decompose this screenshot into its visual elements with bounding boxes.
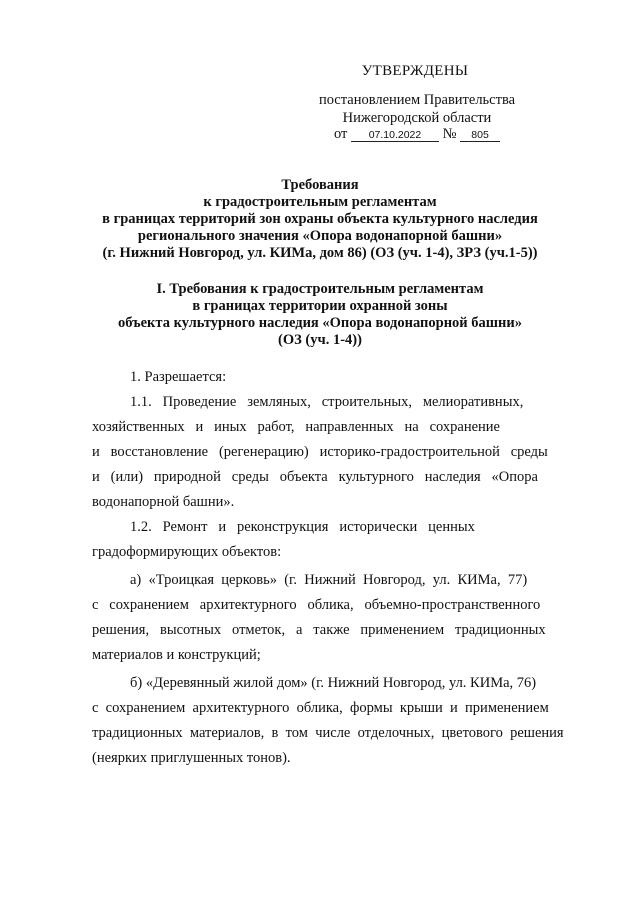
approval-date: 07.10.2022: [351, 129, 439, 142]
paragraph-1: 1. Разрешается:: [130, 369, 227, 385]
paragraph-1-1-line-3: и восстановление (регенерацию) историко-градостроительной среды: [92, 444, 548, 460]
section-heading-line-2: в границах территории охранной зоны: [192, 298, 448, 314]
section-heading-line-4: (ОЗ (уч. 1-4)): [278, 332, 362, 348]
approval-line-2: Нижегородской области: [342, 110, 492, 126]
item-b-line-2: с сохранением архитектурного облика, формы крыши и применением: [92, 700, 549, 716]
from-label: от: [333, 126, 348, 142]
heading-line-1: Требования: [281, 177, 359, 193]
item-a-line-3: решения, высотных отметок, а также применением традиционных: [92, 622, 546, 638]
heading-line-5: (г. Нижний Новгород, ул. КИМа, дом 86) (ОЗ (уч. 1-4), ЗРЗ (уч.1-5)): [102, 245, 538, 261]
item-b-line-4: (неярких приглушенных тонов).: [92, 750, 291, 766]
approval-date-number: [302, 125, 532, 143]
item-b-line-3: традиционных материалов, в том числе отделочных, цветового решения: [92, 725, 564, 741]
approval-number: 805: [460, 129, 500, 142]
heading-line-2: к градостроительным регламентам: [203, 194, 437, 210]
heading-line-3: в границах территорий зон охраны объекта культурного наследия: [102, 211, 538, 227]
section-heading-line-1: I. Требования к градостроительным регламентам: [156, 281, 484, 297]
section-heading-line-3: объекта культурного наследия «Опора водонапорной башни»: [118, 315, 522, 331]
number-label: №: [442, 126, 457, 142]
approval-line-1: постановлением Правительства: [318, 92, 516, 108]
item-a-line-1: а) «Троицкая церковь» (г. Нижний Новгород, ул. КИМа, 77): [130, 572, 528, 588]
heading-line-4: регионального значения «Опора водонапорной башни»: [137, 228, 503, 244]
item-b-line-1: б) «Деревянный жилой дом» (г. Нижний Новгород, ул. КИМа, 76): [130, 675, 537, 691]
paragraph-1-2-line-2: градоформирующих объектов:: [92, 544, 282, 560]
item-a-line-4: материалов и конструкций;: [92, 647, 261, 663]
paragraph-1-1-line-2: хозяйственных и иных работ, направленных на сохранение: [92, 419, 500, 435]
paragraph-1-1-line-1: 1.1. Проведение земляных, строительных, мелиоративных,: [130, 394, 524, 410]
paragraph-1-2-line-1: 1.2. Ремонт и реконструкция исторически ценных: [130, 519, 475, 535]
paragraph-1-1-line-4: и (или) природной среды объекта культурного наследия «Опора: [92, 469, 538, 485]
approval-title: УТВЕРЖДЕНЫ: [361, 63, 469, 79]
item-a-line-2: с сохранением архитектурного облика, объемно-пространственного: [92, 597, 541, 613]
paragraph-1-1-line-5: водонапорной башни».: [92, 494, 235, 510]
